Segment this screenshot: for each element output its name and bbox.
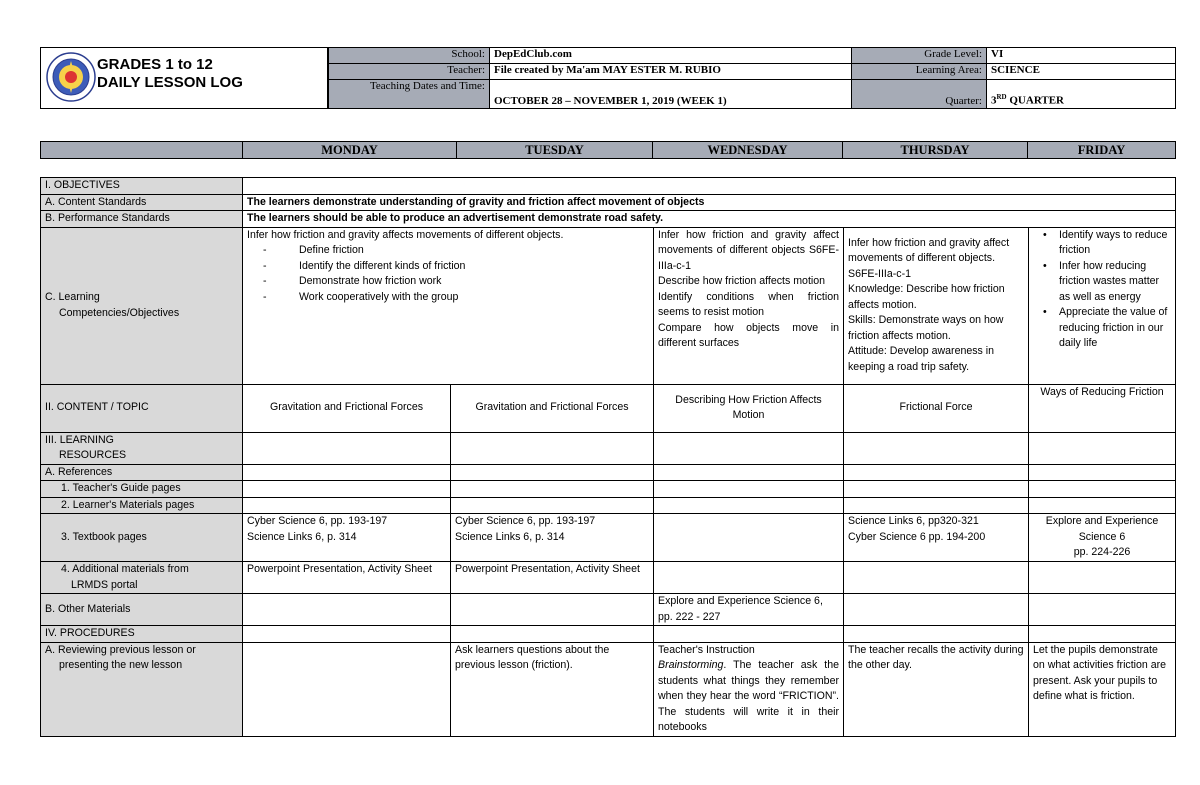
additional-monday: Powerpoint Presentation, Activity Sheet: [243, 562, 451, 594]
competencies-fri: [1029, 227, 1176, 384]
topic-monday: Gravitation and Frictional Forces: [243, 384, 451, 432]
textbook-wednesday: [654, 514, 844, 562]
dates-value: OCTOBER 28 – NOVEMBER 1, 2019 (WEEK 1): [490, 80, 852, 109]
performance-standards-label: B. Performance Standards: [41, 211, 243, 228]
grade-label: Grade Level:: [852, 48, 987, 64]
review-wednesday: Teacher's Instruction Brainstorming. The teacher ask the students what things they remember when they hear the word “FRICTION”. The students will write it in their notebooks: [654, 642, 844, 736]
day-friday: FRIDAY: [1028, 142, 1176, 159]
list-item: • Identify ways to reduce friction: [1033, 228, 1171, 259]
textbook-label: 3. Textbook pages: [41, 514, 243, 562]
title-line-2: DAILY LESSON LOG: [97, 74, 243, 91]
quarter-label: Quarter:: [852, 80, 987, 109]
procedures-label: IV. PROCEDURES: [41, 626, 243, 643]
other-materials-wednesday: Explore and Experience Science 6, pp. 222 - 227: [654, 594, 844, 626]
school-value: DepEdClub.com: [490, 48, 852, 64]
dates-label: Teaching Dates and Time:: [329, 80, 490, 109]
list-item: • Infer how reducing friction wastes matter as well as energy: [1033, 259, 1171, 306]
list-item: - Demonstrate how friction work: [247, 274, 649, 290]
teacher-label: Teacher:: [329, 64, 490, 80]
grade-value: VI: [987, 48, 1176, 64]
content-standards-value: The learners demonstrate understanding of gravity and friction affect movement of objects: [243, 194, 1176, 211]
objectives-label: I. OBJECTIVES: [41, 178, 243, 195]
textbook-friday: Explore and Experience Science 6 pp. 224-226: [1029, 514, 1176, 562]
deped-seal-icon: [46, 52, 96, 102]
list-item: - Work cooperatively with the group: [247, 290, 649, 306]
competencies-mon-tue: Infer how friction and gravity affects movements of different objects. - Define friction - Identify the different kinds of friction - Demonstrate how friction work - Work cooperatively with the group: [243, 227, 654, 384]
lesson-log-table: [40, 177, 1176, 737]
competencies-mon-tue-list: [247, 243, 649, 305]
competencies-wed: Infer how friction and gravity affect movements of different objects S6FE-IIIa-c-1 Describe how friction affects motion Identify conditions when friction seems to resist motion Compare how objects move in different surfaces: [654, 227, 844, 384]
school-label: School:: [329, 48, 490, 64]
teachers-guide-label: 1. Teacher's Guide pages: [41, 481, 243, 498]
title-line-1: GRADES 1 to 12: [97, 56, 213, 73]
day-header-blank: [41, 142, 243, 159]
other-materials-label: B. Other Materials: [41, 594, 243, 626]
learners-materials-label: 2. Learner's Materials pages: [41, 497, 243, 514]
additional-tuesday: Powerpoint Presentation, Activity Sheet: [451, 562, 654, 594]
textbook-tuesday: Cyber Science 6, pp. 193-197 Science Links 6, p. 314: [451, 514, 654, 562]
textbook-monday: Cyber Science 6, pp. 193-197 Science Links 6, p. 314: [243, 514, 451, 562]
list-item: - Define friction: [247, 243, 649, 259]
references-label: A. References: [41, 464, 243, 481]
review-monday: [243, 642, 451, 736]
area-value: SCIENCE: [987, 64, 1176, 80]
teacher-value: File created by Ma'am MAY ESTER M. RUBIO: [490, 64, 852, 80]
topic-tuesday: Gravitation and Frictional Forces: [451, 384, 654, 432]
additional-materials-label: 4. Additional materials from LRMDS portal: [41, 562, 243, 594]
review-lesson-label: A. Reviewing previous lesson or presenting the new lesson: [41, 642, 243, 736]
header-info-table: [328, 47, 1176, 109]
day-thursday: THURSDAY: [843, 142, 1028, 159]
list-item: - Identify the different kinds of friction: [247, 259, 649, 275]
header-title-box: [40, 47, 328, 109]
competencies-label: C. Learning Competencies/Objectives: [41, 227, 243, 384]
competencies-thu: Infer how friction and gravity affect movements of different objects. S6FE-IIIa-c-1 Knowledge: Describe how friction affects motion. Skills: Demonstrate ways on how friction affects motion. Attitude: Develop awareness in keeping a road trip safety.: [844, 227, 1029, 384]
objectives-blank: [243, 178, 1176, 195]
day-monday: MONDAY: [243, 142, 457, 159]
content-topic-label: II. CONTENT / TOPIC: [41, 384, 243, 432]
content-standards-label: A. Content Standards: [41, 194, 243, 211]
day-wednesday: WEDNESDAY: [653, 142, 843, 159]
list-item: • Appreciate the value of reducing friction in our daily life: [1033, 305, 1171, 352]
learning-resources-label: III. LEARNING RESOURCES: [41, 432, 243, 464]
review-tuesday: Ask learners questions about the previous lesson (friction).: [451, 642, 654, 736]
review-friday: Let the pupils demonstrate on what activities friction are present. Ask your pupils to define what is friction.: [1029, 642, 1176, 736]
topic-wednesday: Describing How Friction Affects Motion: [654, 384, 844, 432]
quarter-value: 3RD QUARTER: [987, 80, 1176, 109]
topic-thursday: Frictional Force: [844, 384, 1029, 432]
day-header-table: [40, 141, 1176, 159]
topic-friday: Ways of Reducing Friction: [1029, 384, 1176, 432]
review-thursday: The teacher recalls the activity during the other day.: [844, 642, 1029, 736]
textbook-thursday: Science Links 6, pp320-321 Cyber Science 6 pp. 194-200: [844, 514, 1029, 562]
area-label: Learning Area:: [852, 64, 987, 80]
day-tuesday: TUESDAY: [457, 142, 653, 159]
performance-standards-value: The learners should be able to produce an advertisement demonstrate road safety.: [243, 211, 1176, 228]
